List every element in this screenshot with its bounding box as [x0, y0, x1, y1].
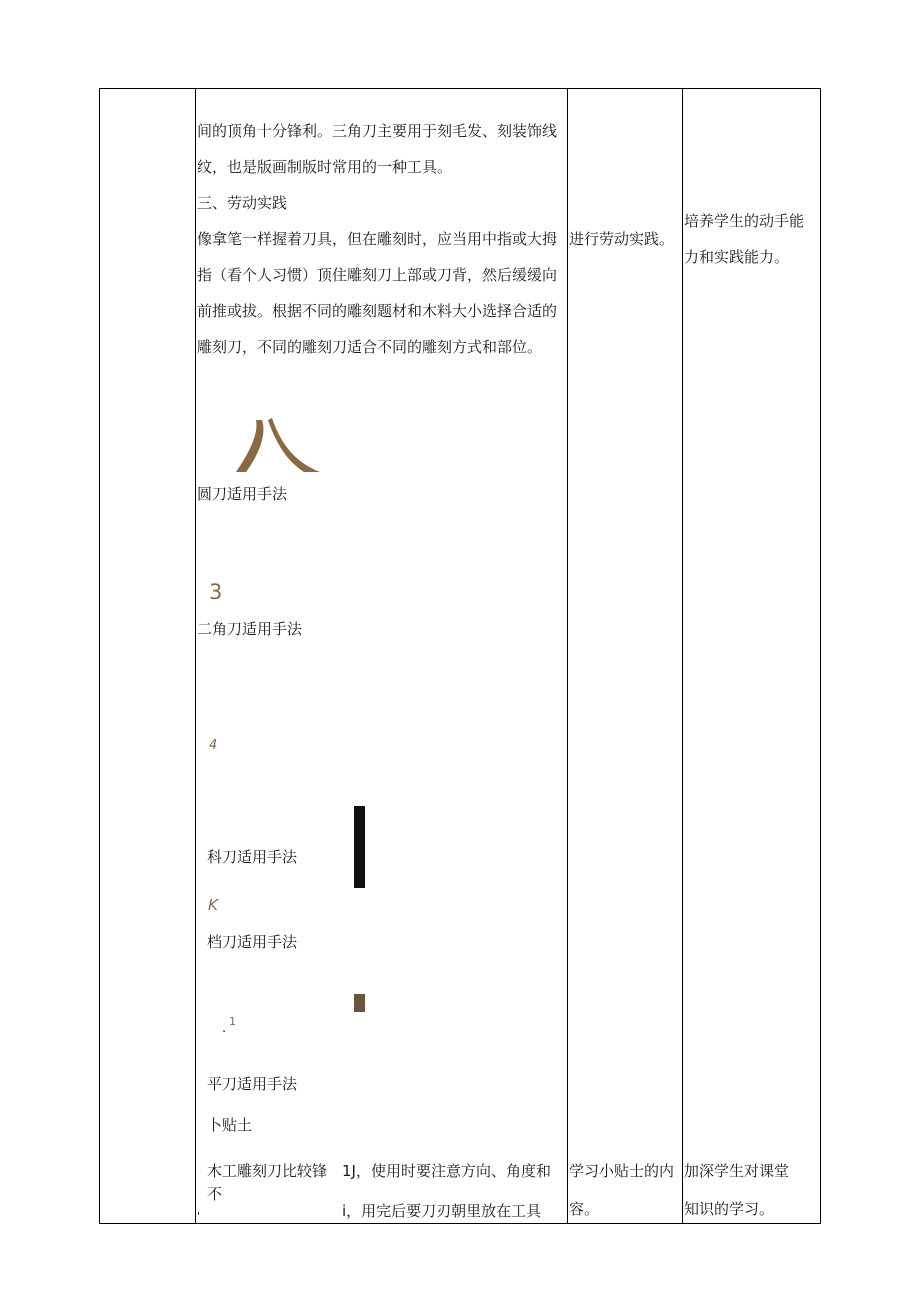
figure-caption: 科刀适用手法 [207, 848, 298, 866]
tip-text: 1J，使用时要注意方向、角度和 [342, 1162, 551, 1180]
content-line: 指（看个人习惯）顶住雕刻刀上部或刀背，然后缓缓向 [197, 266, 558, 284]
table-divider-1 [195, 88, 196, 1224]
figure-caption: 圆刀适用手法 [197, 485, 288, 503]
table-border-top [99, 88, 821, 89]
figure-mark-number: 1 [229, 1015, 236, 1028]
tip-text: i，用完后要刀刃朝里放在工具 [342, 1202, 542, 1220]
student-activity: 进行劳动实践。 [569, 230, 675, 248]
content-line: 间的顶角十分锋利。三角刀主要用于刻毛发、刻装饰线 [197, 122, 558, 140]
tip-text: ' [197, 1210, 201, 1223]
table-divider-2 [567, 88, 568, 1224]
content-line: 前推或拔。根据不同的雕刻题材和木料大小选择合适的 [197, 302, 558, 320]
figure-number: 4 [209, 738, 218, 753]
black-bar-image [354, 806, 365, 888]
table-border-bottom [99, 1223, 821, 1224]
design-intent: 力和实践能力。 [684, 248, 790, 266]
design-intent: 加深学生对课堂 [684, 1162, 790, 1180]
table-border-right [820, 88, 821, 1224]
figure-number: 3 [209, 580, 223, 604]
round-knife-glyph-icon [232, 412, 322, 474]
tips-heading: 卜贴土 [207, 1116, 253, 1134]
table-border-left [99, 88, 100, 1224]
design-intent: 培养学生的动手能 [684, 212, 805, 230]
figure-caption: 平刀适用手法 [207, 1075, 298, 1093]
figure-mark-dot: . [222, 1021, 227, 1036]
tip-text: 木工雕刻刀比较锋 [207, 1162, 328, 1180]
design-intent: 知识的学习。 [684, 1200, 775, 1218]
content-line: 像拿笔一样握着刀具，但在雕刻时，应当用中指或大拇 [197, 230, 558, 248]
content-line: 雕刻刀，不同的雕刻刀适合不同的雕刻方式和部位。 [197, 338, 543, 356]
student-activity: 容。 [569, 1200, 600, 1218]
section-heading: 三、劳动实践 [197, 194, 288, 212]
table-divider-3 [682, 88, 683, 1224]
tip-text: 不 [207, 1185, 223, 1203]
figure-caption: 档刀适用手法 [207, 933, 298, 951]
figure-mark: K [208, 896, 218, 914]
figure-caption: 二角刀适用手法 [197, 620, 303, 638]
student-activity: 学习小贴士的内 [569, 1162, 675, 1180]
content-line: 纹，也是版画制版时常用的一种工具。 [197, 158, 453, 176]
brown-bar-image [354, 994, 365, 1012]
